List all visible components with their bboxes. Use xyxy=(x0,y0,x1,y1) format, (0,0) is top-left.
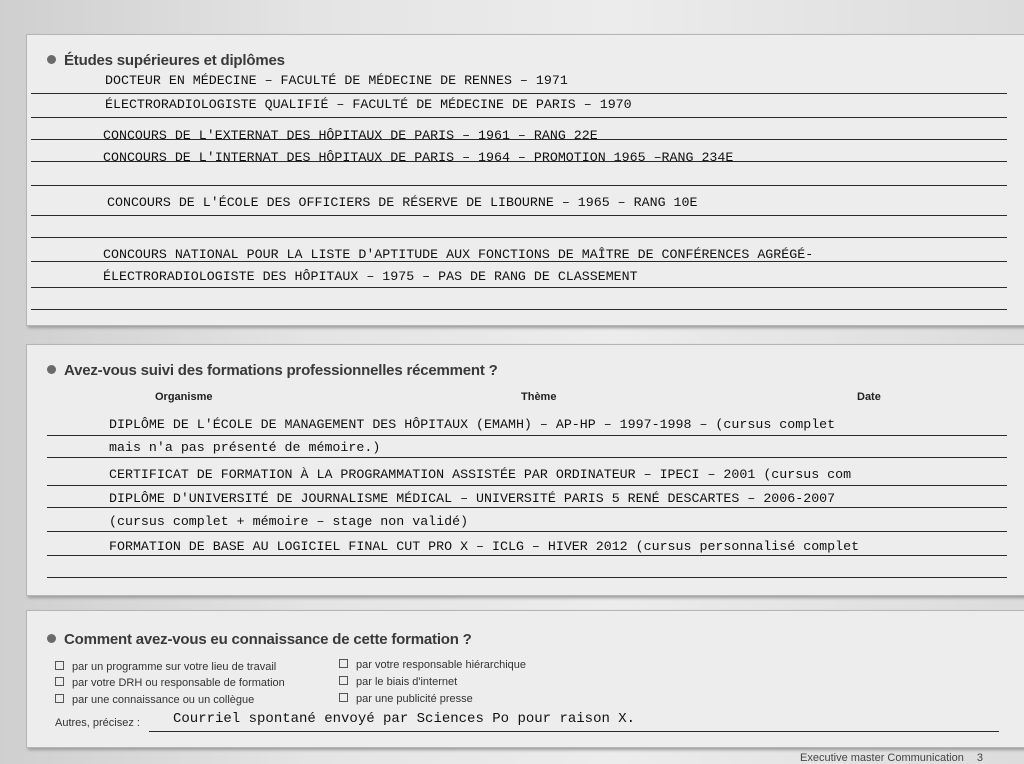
column-header-date: Date xyxy=(857,391,881,403)
rule xyxy=(31,93,1007,94)
bullet-icon xyxy=(47,55,56,64)
other-value[interactable]: Courriel spontané envoyé par Sciences Po pour raison X. xyxy=(173,711,636,727)
other-underline xyxy=(149,731,999,732)
option-internet[interactable]: par le biais d'internet xyxy=(339,676,457,688)
studies-title-text: Études supérieures et diplômes xyxy=(64,52,285,69)
trainings-section xyxy=(26,344,1024,596)
awareness-section xyxy=(26,610,1024,748)
option-drh[interactable]: par votre DRH ou responsable de formation xyxy=(55,677,285,689)
trainings-title-text: Avez-vous suivi des formations professionnelles récemment ? xyxy=(64,362,498,379)
studies-line: CONCOURS NATIONAL POUR LA LISTE D'APTITUDE AUX FONCTIONS DE MAÎTRE DE CONFÉRENCES AGRÉGÉ- xyxy=(103,247,814,262)
checkbox-icon[interactable] xyxy=(55,694,64,703)
bullet-icon xyxy=(47,634,56,643)
studies-line: ÉLECTRORADIOLOGISTE DES HÔPITAUX – 1975 – PAS DE RANG DE CLASSEMENT xyxy=(103,269,638,284)
checkbox-icon[interactable] xyxy=(339,693,348,702)
training-line: mais n'a pas présenté de mémoire.) xyxy=(109,440,381,455)
training-line: (cursus complet + mémoire – stage non validé) xyxy=(109,514,469,529)
page-footer xyxy=(750,752,983,764)
rule xyxy=(47,485,1007,486)
rule xyxy=(31,287,1007,288)
other-label: Autres, précisez : xyxy=(55,717,140,729)
rule xyxy=(47,457,1007,458)
checkbox-icon[interactable] xyxy=(55,661,64,670)
option-workplace[interactable]: par un programme sur votre lieu de travail xyxy=(55,661,276,673)
training-line: DIPLÔME D'UNIVERSITÉ DE JOURNALISME MÉDICAL – UNIVERSITÉ PARIS 5 RENÉ DESCARTES – 2006-2007 xyxy=(109,491,836,506)
rule xyxy=(31,117,1007,118)
checkbox-icon[interactable] xyxy=(339,659,348,668)
training-line: FORMATION DE BASE AU LOGICIEL FINAL CUT PRO X – ICLG – HIVER 2012 (cursus personnalisé complet xyxy=(109,539,860,554)
rule xyxy=(31,215,1007,216)
column-header-organisme: Organisme xyxy=(155,391,213,403)
rule xyxy=(47,531,1007,532)
rule xyxy=(47,577,1007,578)
studies-line: ÉLECTRORADIOLOGISTE QUALIFIÉ – FACULTÉ DE MÉDECINE DE PARIS – 1970 xyxy=(105,97,632,112)
studies-line: CONCOURS DE L'ÉCOLE DES OFFICIERS DE RÉSERVE DE LIBOURNE – 1965 – RANG 10E xyxy=(107,195,698,210)
option-manager[interactable]: par votre responsable hiérarchique xyxy=(339,659,526,671)
option-press[interactable]: par une publicité presse xyxy=(339,693,473,705)
rule xyxy=(31,309,1007,310)
studies-line: CONCOURS DE L'EXTERNAT DES HÔPITAUX DE PARIS – 1961 – RANG 22E xyxy=(103,128,598,143)
rule xyxy=(31,185,1007,186)
rule xyxy=(31,237,1007,238)
training-line: DIPLÔME DE L'ÉCOLE DE MANAGEMENT DES HÔPITAUX (EMAMH) – AP-HP – 1997-1998 – (cursus complet xyxy=(109,417,836,432)
awareness-title-text: Comment avez-vous eu connaissance de cette formation ? xyxy=(64,631,472,648)
checkbox-icon[interactable] xyxy=(339,676,348,685)
rule xyxy=(47,507,1007,508)
checkbox-icon[interactable] xyxy=(55,677,64,686)
column-header-theme: Thème xyxy=(521,391,557,403)
rule xyxy=(47,435,1007,436)
rule xyxy=(47,555,1007,556)
trainings-title xyxy=(47,362,498,379)
studies-title xyxy=(47,52,285,69)
studies-line: CONCOURS DE L'INTERNAT DES HÔPITAUX DE PARIS – 1964 – PROMOTION 1965 –RANG 234E xyxy=(103,150,734,165)
training-line: CERTIFICAT DE FORMATION À LA PROGRAMMATION ASSISTÉE PAR ORDINATEUR – IPECI – 2001 (cursus com xyxy=(109,467,852,482)
option-acquaintance[interactable]: par une connaissance ou un collègue xyxy=(55,694,254,706)
awareness-title xyxy=(47,631,472,648)
footer-text: Executive master Communication xyxy=(800,752,964,764)
page-number: 3 xyxy=(976,752,984,764)
studies-line: DOCTEUR EN MÉDECINE – FACULTÉ DE MÉDECINE DE RENNES – 1971 xyxy=(105,73,568,88)
studies-section xyxy=(26,34,1024,326)
bullet-icon xyxy=(47,365,56,374)
